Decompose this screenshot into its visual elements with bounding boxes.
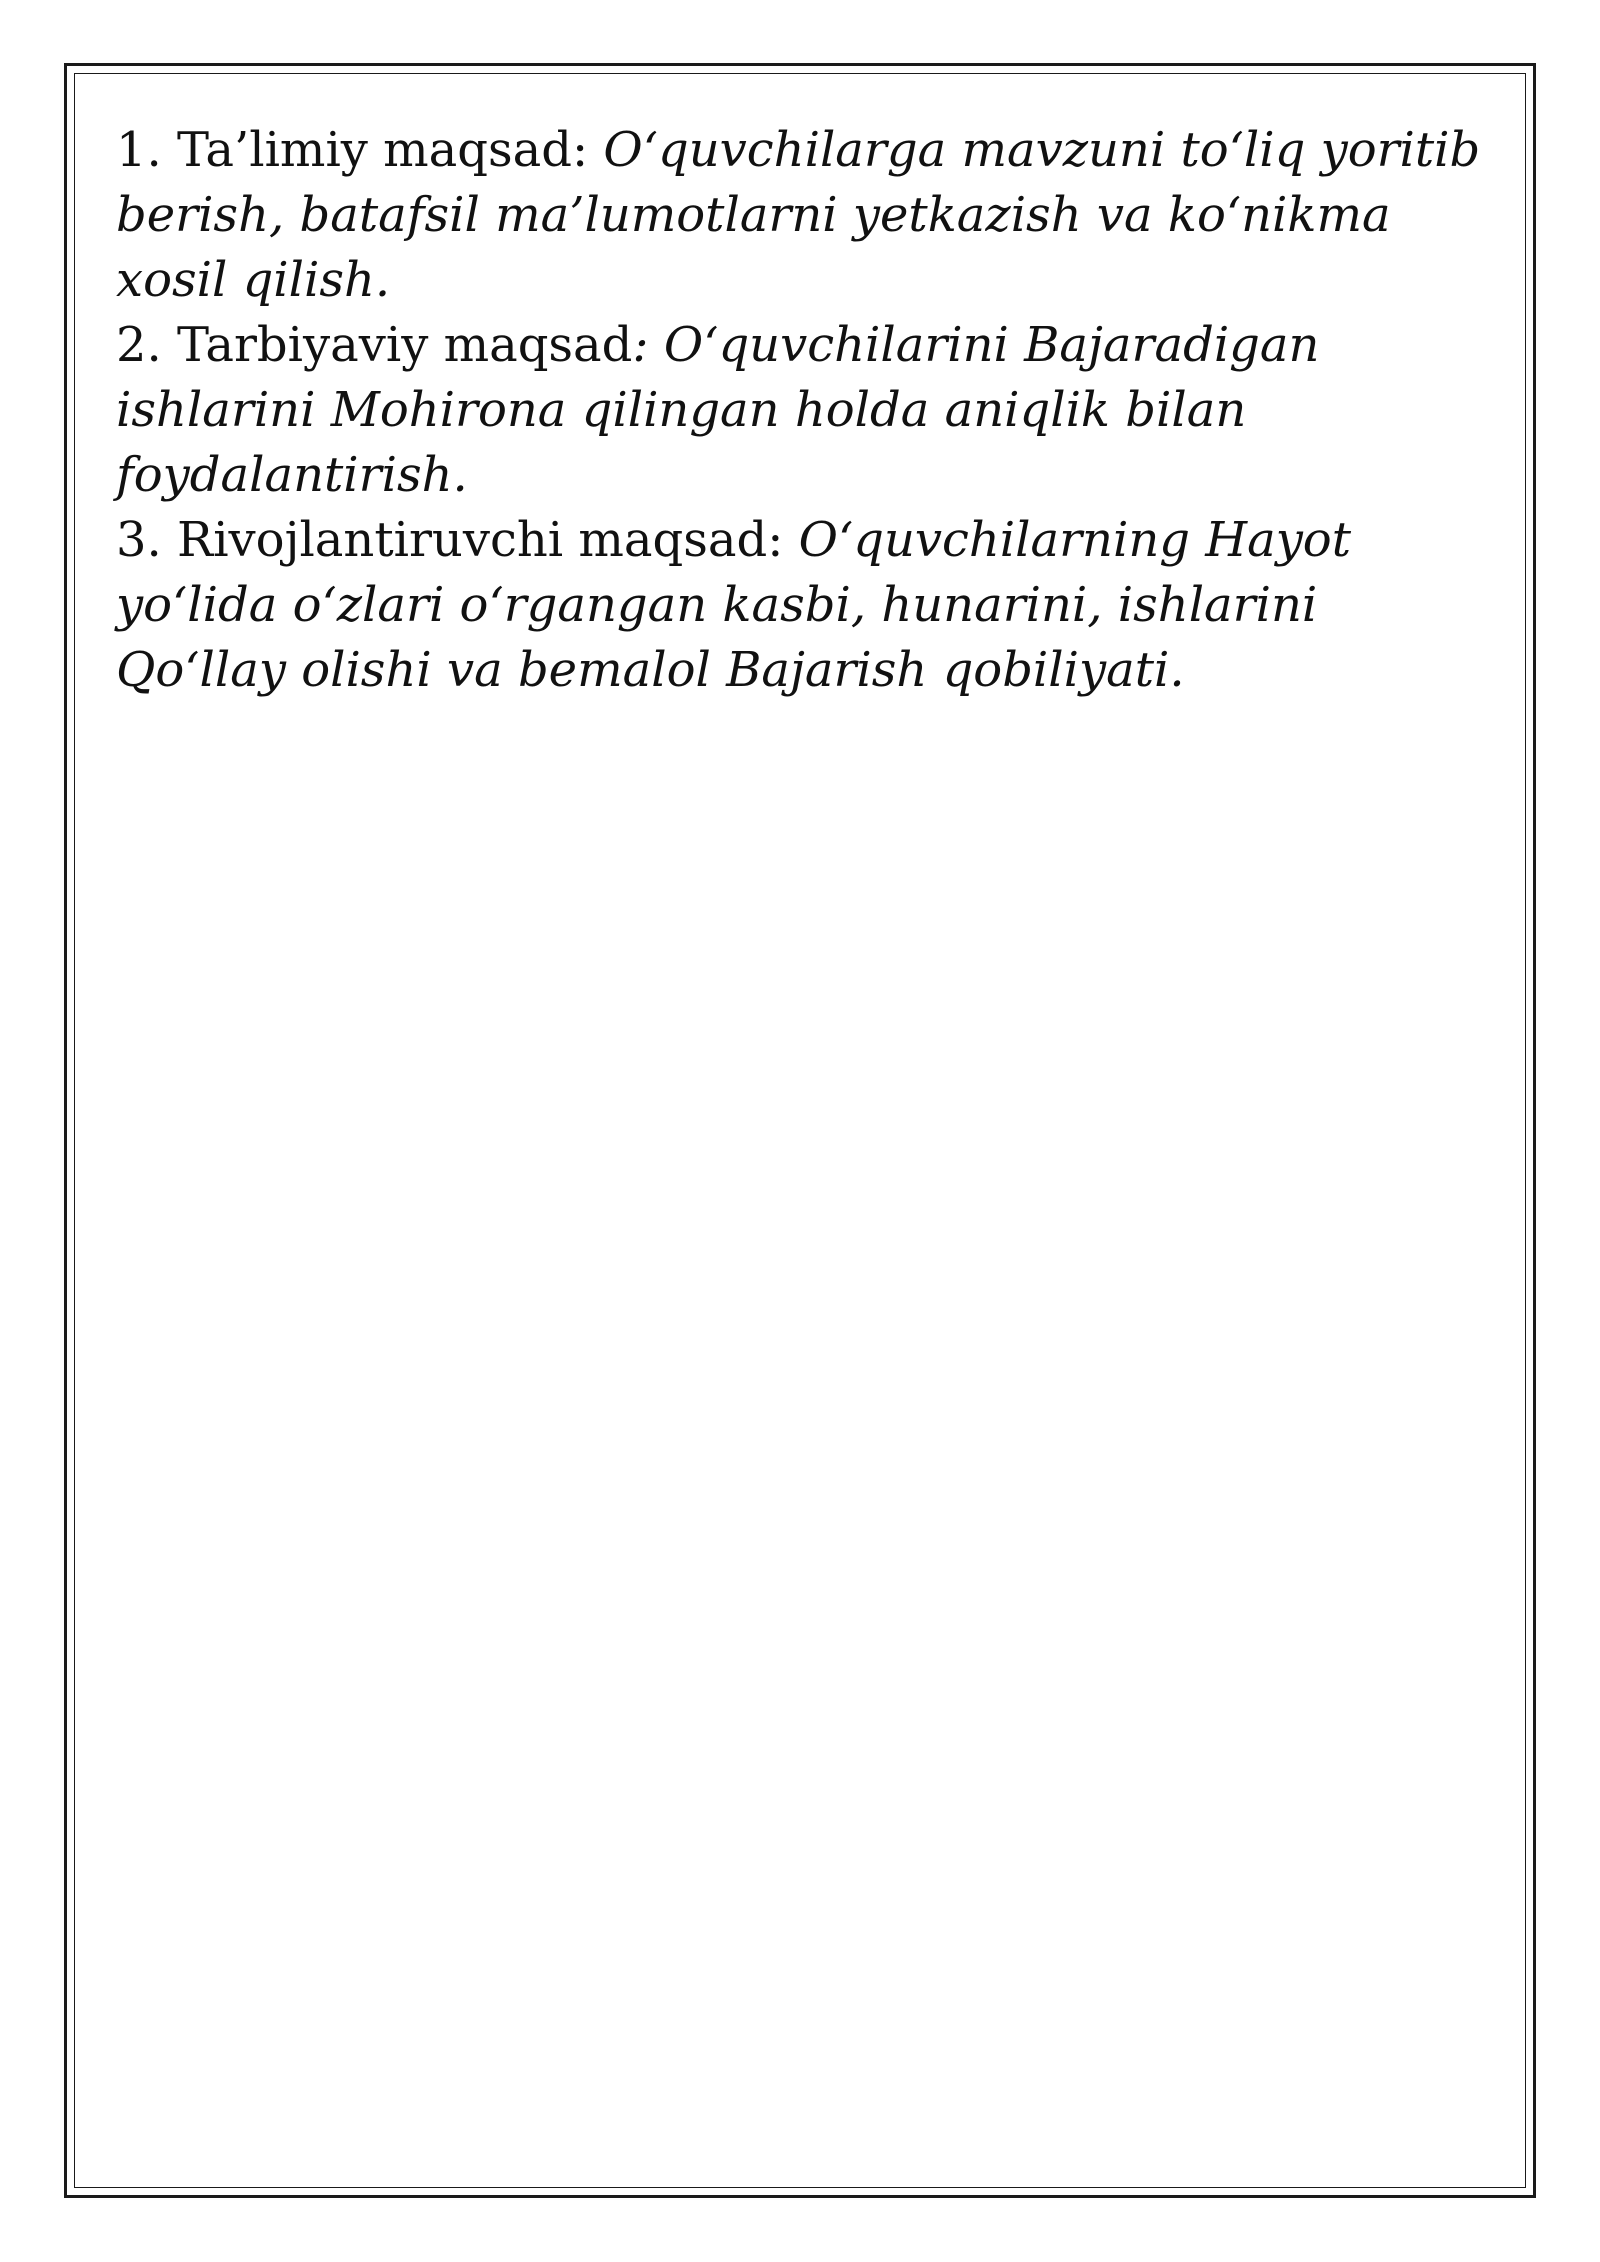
goal-upbringing — [116, 313, 1496, 508]
goal-number: 1. — [116, 122, 162, 178]
goal-educational — [116, 118, 1496, 313]
lesson-goals — [116, 118, 1496, 703]
goal-label: Tarbiyaviy maqsad — [161, 317, 633, 373]
goal-label: Ta’limiy maqsad: — [161, 122, 589, 178]
goal-number: 3. — [116, 512, 162, 568]
goal-number: 2. — [116, 317, 162, 373]
goal-label: Rivojlantiruvchi maqsad: — [161, 512, 784, 568]
goal-text: O‘quvchilarga mavzuni to‘liq yoritib berish, batafsil ma’lumotlarni yetkazish va ko‘nikma xosil qilish. — [116, 122, 1481, 308]
goal-developmental — [116, 508, 1496, 703]
goal-text: O‘quvchilarning Hayot yo‘lida o‘zlari o‘rgangan kasbi, hunarini, ishlarini Qo‘llay olishi va bemalol Bajarish qobiliyati. — [116, 512, 1351, 698]
goal-text: : O‘quvchilarini Bajaradigan ishlarini Mohirona qilingan holda aniqlik bilan foydalantirish. — [116, 317, 1320, 503]
